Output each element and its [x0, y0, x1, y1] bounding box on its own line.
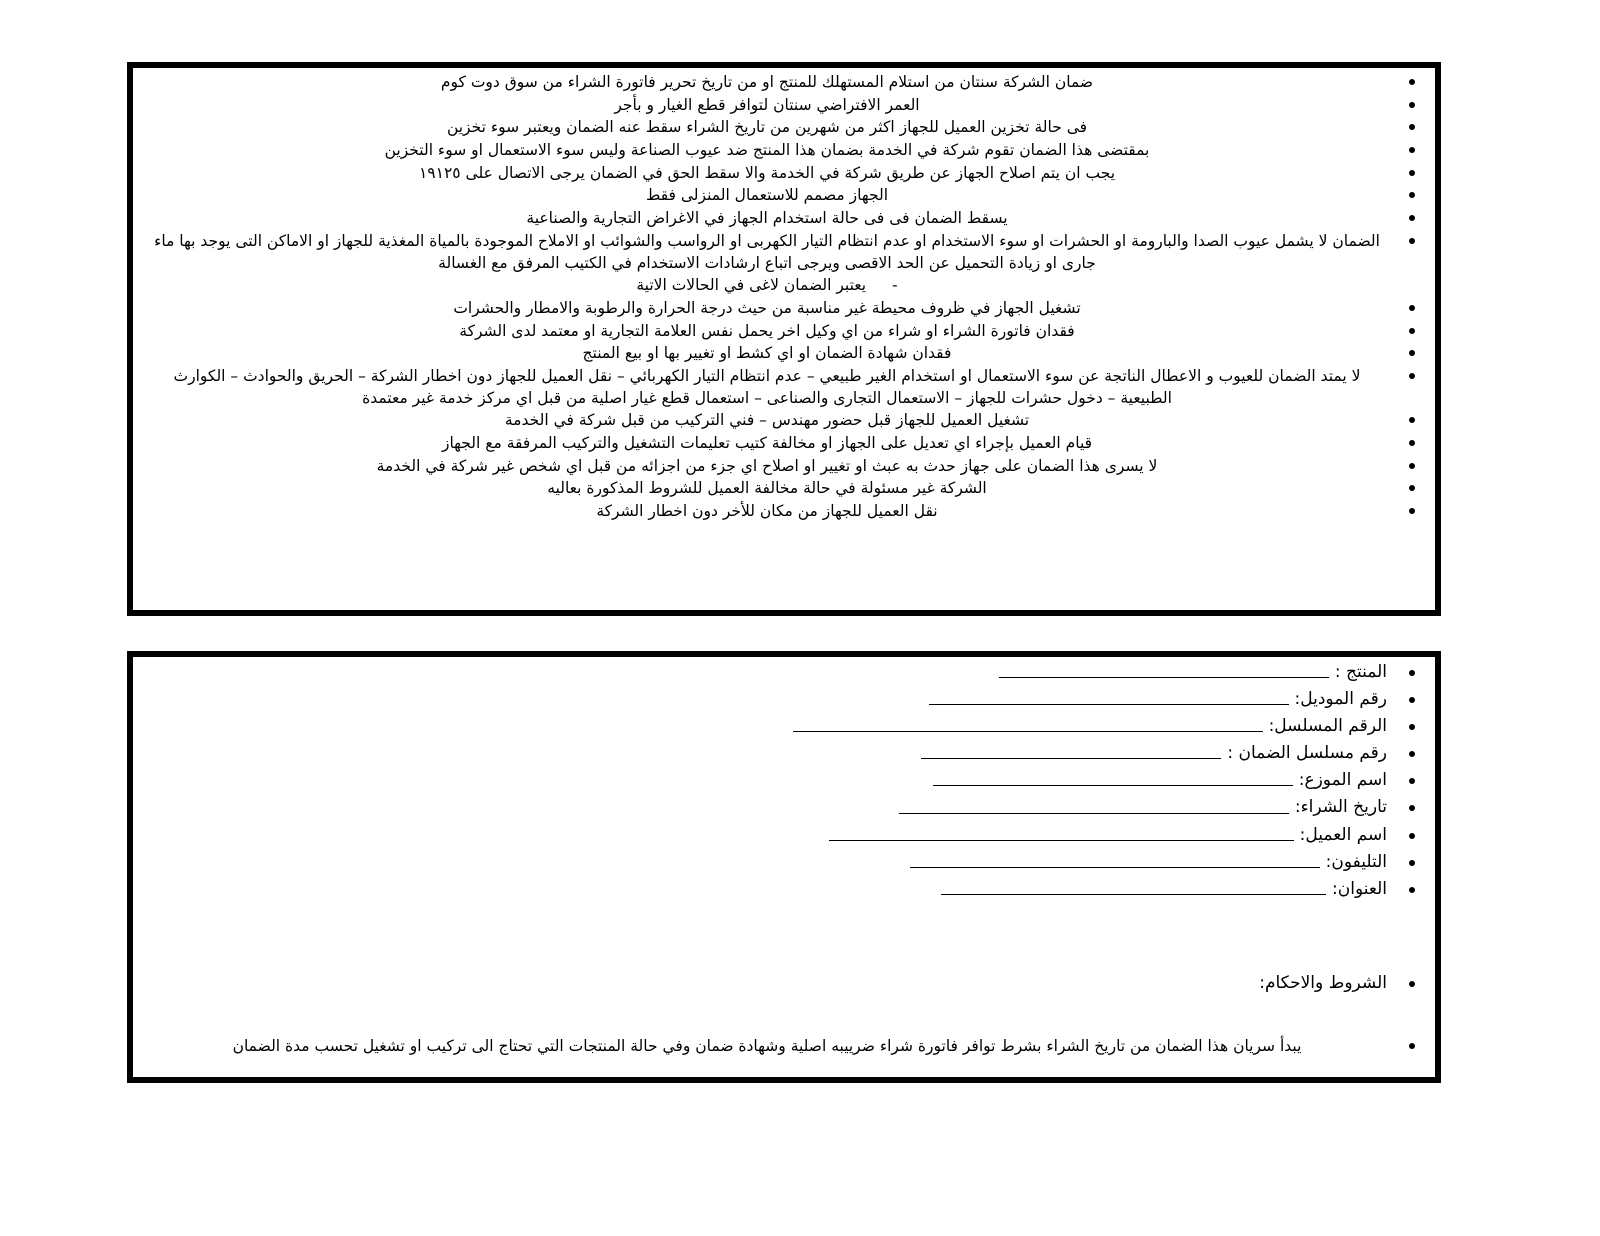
- terms-and-conditions-label: الشروط والاحكام:: [1259, 972, 1387, 993]
- bullet-icon: [1409, 328, 1415, 334]
- warranty-form-label: اسم العميل:: [1299, 824, 1387, 845]
- bullet-icon: [1409, 1043, 1415, 1049]
- bullet-icon: [1409, 778, 1415, 784]
- bullet-icon: [1409, 485, 1415, 491]
- warranty-form-blank-line[interactable]: [929, 704, 1289, 705]
- warranty-form-blank-line[interactable]: [933, 785, 1293, 786]
- warranty-registration-box: [127, 651, 1441, 1083]
- warranty-form-row: [147, 742, 1421, 764]
- dash-marker-icon: -: [892, 276, 898, 295]
- terms-and-conditions-heading: [147, 972, 1421, 994]
- bullet-icon: [1409, 697, 1415, 703]
- warranty-term-text: فقدان فاتورة الشراء او شراء من اي وكيل اخر يحمل نفس العلامة التجارية او معتمد لدى الشركة: [459, 321, 1075, 340]
- bullet-icon: [1409, 147, 1415, 153]
- warranty-registration-box-inner-border: [128, 652, 1440, 1082]
- bullet-icon: [1409, 417, 1415, 423]
- warranty-term-item: [147, 231, 1421, 274]
- warranty-term-text: يسقط الضمان فى فى حالة استخدام الجهاز في الاغراض التجارية والصناعية: [526, 209, 1008, 228]
- warranty-term-text: الضمان لا يشمل عيوب الصدا والبارومة او الحشرات او سوء الاستخدام او عدم انتظام التيار الكهربى او الرواسب والشوائب او الاملاح الموجودة بالمياة المغذية للجهاز او الاماكن التى يوجد بها ماء جارى او زيادة التحميل عن الحد الاقصى ويرجى اتباع ارشادات الاستخدام في الكتيب المرفق مع الغسالة: [154, 231, 1380, 272]
- warranty-term-text: لا يمتد الضمان للعيوب و الاعطال الناتجة عن سوء الاستعمال او استخدام الغير طبيعي – عدم انتظام التيار الكهربائي – نقل العميل للجهاز دون اخطار الشركة – الحريق والحوادث – الكوارث الطبيعية – دخول حشرات للجهاز – الاستعمال التجارى والصناعى – استعمال قطع غيار اصلية من قبل اي مركز خدمة غير معتمدة: [173, 366, 1361, 407]
- warranty-term-item: [147, 185, 1421, 207]
- warranty-term-item: [147, 298, 1421, 320]
- bullet-icon: [1409, 887, 1415, 893]
- warranty-term-text: بمقتضى هذا الضمان تقوم شركة في الخدمة بضمان هذا المنتج ضد عيوب الصناعة وليس سوء الاستعمال او سوء التخزين: [384, 141, 1150, 160]
- bullet-icon: [1409, 805, 1415, 811]
- bullet-icon: [1409, 79, 1415, 85]
- warranty-start-clause-text: يبدأ سريان هذا الضمان من تاريخ الشراء بشرط توافر فاتورة شراء ضرييبه اصلية وشهادة ضمان وفي حالة المنتجات التي تحتاج الى تركيب او تشغيل تحسب مدة الضمان: [232, 1036, 1302, 1055]
- warranty-form-blank-line[interactable]: [999, 677, 1329, 678]
- warranty-form-row: [147, 851, 1421, 873]
- warranty-form-label: الرقم المسلسل:: [1268, 716, 1387, 737]
- warranty-term-text: الشركة غير مسئولة في حالة مخالفة العميل للشروط المذكورة بعاليه: [547, 479, 987, 498]
- bullet-icon: [1409, 508, 1415, 514]
- warranty-term-text: تشغيل الجهاز في ظروف محيطة غير مناسبة من حيث درجة الحرارة والرطوبة والامطار والحشرات: [453, 298, 1081, 317]
- warranty-term-text: نقل العميل للجهاز من مكان للأخر دون اخطار الشركة: [596, 502, 938, 521]
- bullet-icon: [1409, 860, 1415, 866]
- bullet-icon: [1409, 833, 1415, 839]
- warranty-form-label: المنتج :: [1334, 662, 1387, 682]
- warranty-term-item: [147, 478, 1421, 500]
- warranty-form-row: [147, 688, 1421, 710]
- warranty-form-blank-line[interactable]: [941, 894, 1326, 895]
- bullet-icon: [1409, 305, 1415, 311]
- warranty-term-item: [147, 456, 1421, 478]
- warranty-terms-box: [127, 62, 1441, 616]
- warranty-term-text: تشغيل العميل للجهاز قبل حضور مهندس – فني التركيب من قبل شركة في الخدمة: [504, 411, 1030, 430]
- warranty-term-text: ضمان الشركة سنتان من استلام المستهلك للمنتج او من تاريخ تحرير فاتورة الشراء من سوق دوت كوم: [440, 73, 1094, 91]
- warranty-registration-content: [133, 657, 1435, 1077]
- warranty-term-item: [147, 95, 1421, 117]
- warranty-term-text: يجب ان يتم اصلاح الجهاز عن طريق شركة في الخدمة والا سقط الحق في الضمان يرجى الاتصال على ١٩١٢٥: [418, 163, 1116, 182]
- warranty-form-label: رقم مسلسل الضمان :: [1227, 743, 1387, 764]
- warranty-term-item: [147, 72, 1421, 94]
- warranty-form-label: رقم الموديل:: [1294, 689, 1387, 710]
- warranty-term-item: [147, 501, 1421, 523]
- warranty-term-item: [147, 343, 1421, 365]
- warranty-form-blank-line[interactable]: [921, 758, 1221, 759]
- warranty-form-row: [147, 796, 1421, 818]
- bullet-icon: [1409, 751, 1415, 757]
- bullet-icon: [1409, 724, 1415, 730]
- bullet-icon: [1409, 215, 1415, 221]
- warranty-term-item: [147, 117, 1421, 139]
- warranty-form-fields: [147, 661, 1421, 900]
- bullet-icon: [1409, 670, 1415, 676]
- warranty-form-row: [147, 661, 1421, 683]
- warranty-term-item: [147, 321, 1421, 343]
- warranty-start-clause: [147, 1036, 1421, 1058]
- warranty-term-text: فى حالة تخزين العميل للجهاز اكثر من شهرين من تاريخ الشراء سقط عنه الضمان ويعتبر سوء تخزين: [446, 118, 1088, 137]
- warranty-term-item: [147, 140, 1421, 162]
- warranty-form-label: اسم الموزع:: [1298, 770, 1387, 791]
- bullet-icon: [1409, 440, 1415, 446]
- bullet-icon: [1409, 102, 1415, 108]
- warranty-form-blank-line[interactable]: [910, 867, 1320, 868]
- bullet-icon: [1409, 981, 1415, 987]
- warranty-form-label: التليفون:: [1325, 851, 1387, 872]
- warranty-form-blank-line[interactable]: [899, 813, 1289, 814]
- warranty-form-label: العنوان:: [1332, 878, 1387, 899]
- warranty-form-row: [147, 715, 1421, 737]
- warranty-form-row: [147, 878, 1421, 900]
- bullet-icon: [1409, 373, 1415, 379]
- warranty-term-item: [147, 366, 1421, 409]
- warranty-terms-content: [133, 68, 1435, 610]
- warranty-form-row: [147, 824, 1421, 846]
- warranty-terms-list: [147, 72, 1421, 523]
- warranty-term-text: الجهاز مصمم للاستعمال المنزلى فقط: [646, 186, 888, 205]
- warranty-form-row: [147, 769, 1421, 791]
- bullet-icon: [1409, 192, 1415, 198]
- warranty-term-text: فقدان شهادة الضمان او اي كشط او تغيير بها او بيع المنتج: [582, 344, 952, 363]
- warranty-term-item: [147, 410, 1421, 432]
- warranty-term-item: [147, 275, 1421, 297]
- warranty-term-text: قيام العميل بإجراء اي تعديل على الجهاز او مخالفة كتيب تعليمات التشغيل والتركيب المرفقة مع الجهاز: [441, 434, 1093, 452]
- warranty-terms-box-inner-border: [128, 63, 1440, 615]
- warranty-term-item: [147, 433, 1421, 455]
- warranty-form-blank-line[interactable]: [829, 840, 1294, 841]
- bullet-icon: [1409, 463, 1415, 469]
- bullet-icon: [1409, 350, 1415, 356]
- warranty-term-text: لا يسرى هذا الضمان على جهاز حدث به عبث او تغيير او اصلاح اي جزء من اجزائه من قبل اي شخص غير شركة في الخدمة: [376, 456, 1158, 475]
- warranty-form-blank-line[interactable]: [793, 731, 1263, 732]
- bullet-icon: [1409, 238, 1415, 244]
- warranty-term-text: العمر الافتراضي سنتان لتوافر قطع الغيار و بأجر: [614, 95, 920, 114]
- bullet-icon: [1409, 170, 1415, 176]
- warranty-term-text: يعتبر الضمان لاغى في الحالات الاتية: [636, 276, 867, 295]
- warranty-term-item: [147, 208, 1421, 230]
- warranty-form-label: تاريخ الشراء:: [1294, 797, 1387, 818]
- warranty-term-item: [147, 163, 1421, 185]
- bullet-icon: [1409, 124, 1415, 130]
